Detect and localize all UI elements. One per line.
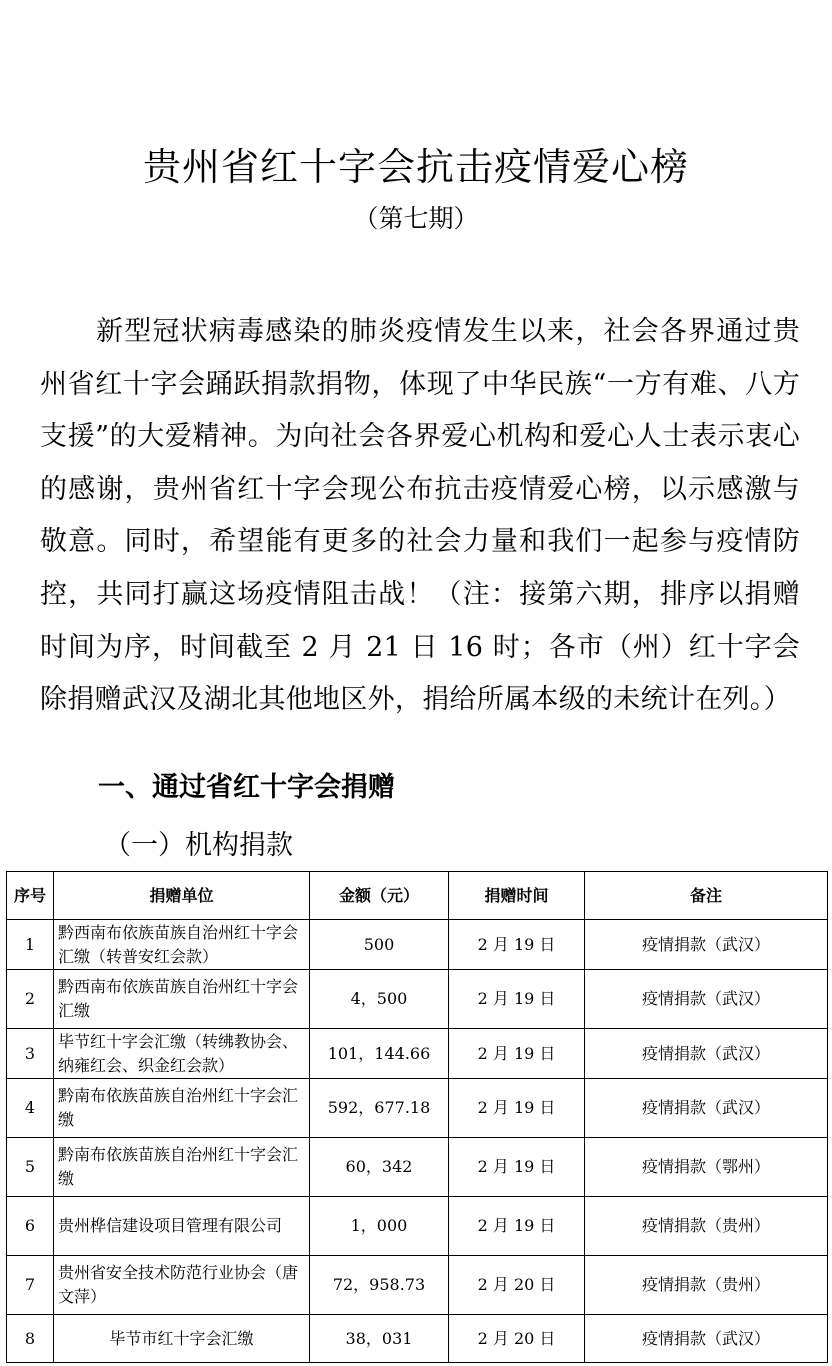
row-amount: 1，000 — [310, 1197, 449, 1256]
row-note: 疫情捐款（贵州） — [585, 1197, 828, 1256]
intro-paragraph: 新型冠状病毒感染的肺炎疫情发生以来，社会各界通过贵州省红十字会踊跃捐款捐物，体现了中华民族“一方有难、八方支援”的大爱精神。为向社会各界爱心机构和爱心人士表示衷心的感谢，贵州省红十字会现公布抗击疫情爱心榜，以示感激与敬意。同时，希望能有更多的社会力量和我们一起参与疫情防控，共同打赢这场疫情阻击战！（注：接第六期，排序以捐赠时间为序，时间截至 2 月 21 日 16 时；各市（州）红十字会除捐赠武汉及湖北其他地区外，捐给所属本级的未统计在列。） — [40, 316, 800, 716]
row-unit: 黔南布依族苗族自治州红十字会汇缴 — [54, 1138, 310, 1197]
row-unit: 毕节市红十字会汇缴 — [54, 1315, 310, 1363]
header-index: 序号 — [7, 872, 54, 920]
row-note: 疫情捐款（贵州） — [585, 1256, 828, 1315]
row-index: 6 — [7, 1197, 54, 1256]
row-amount: 60，342 — [310, 1138, 449, 1197]
row-index: 2 — [7, 970, 54, 1029]
row-amount: 500 — [310, 920, 449, 970]
row-date: 2 月 19 日 — [449, 920, 585, 970]
header-unit: 捐赠单位 — [54, 872, 310, 920]
table-header-row — [7, 872, 828, 920]
row-amount: 592，677.18 — [310, 1079, 449, 1138]
row-date: 2 月 19 日 — [449, 1138, 585, 1197]
row-unit: 贵州省安全技术防范行业协会（唐文萍） — [54, 1256, 310, 1315]
row-date: 2 月 19 日 — [449, 1079, 585, 1138]
row-amount: 101，144.66 — [310, 1029, 449, 1079]
row-index: 7 — [7, 1256, 54, 1315]
row-unit: 黔西南布依族苗族自治州红十字会汇缴 — [54, 970, 310, 1029]
row-amount: 72，958.73 — [310, 1256, 449, 1315]
row-index: 5 — [7, 1138, 54, 1197]
row-index: 8 — [7, 1315, 54, 1363]
row-note: 疫情捐款（武汉） — [585, 920, 828, 970]
table-row — [7, 1079, 828, 1138]
row-date: 2 月 19 日 — [449, 1197, 585, 1256]
section-heading: 一、通过省红十字会捐赠 — [98, 772, 395, 803]
donation-table — [6, 871, 828, 1363]
row-unit: 贵州桦信建设项目管理有限公司 — [54, 1197, 310, 1256]
table-row — [7, 920, 828, 970]
row-note: 疫情捐款（武汉） — [585, 1315, 828, 1363]
subsection-heading: （一）机构捐款 — [104, 830, 293, 861]
table-row — [7, 1029, 828, 1079]
table-row — [7, 1197, 828, 1256]
row-index: 1 — [7, 920, 54, 970]
row-unit: 黔西南布依族苗族自治州红十字会汇缴（转普安红会款） — [54, 920, 310, 970]
row-date: 2 月 19 日 — [449, 1029, 585, 1079]
row-unit: 毕节红十字会汇缴（转绋教协会、纳雍红会、织金红会款） — [54, 1029, 310, 1079]
row-amount: 4，500 — [310, 970, 449, 1029]
table-row — [7, 1138, 828, 1197]
issue-number: （第七期） — [353, 204, 479, 233]
row-index: 3 — [7, 1029, 54, 1079]
row-date: 2 月 20 日 — [449, 1315, 585, 1363]
table-row — [7, 1256, 828, 1315]
header-date: 捐赠时间 — [449, 872, 585, 920]
row-note: 疫情捐款（武汉） — [585, 970, 828, 1029]
header-amount: 金额（元） — [310, 872, 449, 920]
row-unit: 黔南布依族苗族自治州红十字会汇缴 — [54, 1079, 310, 1138]
row-note: 疫情捐款（鄂州） — [585, 1138, 828, 1197]
row-amount: 38，031 — [310, 1315, 449, 1363]
row-note: 疫情捐款（武汉） — [585, 1029, 828, 1079]
row-date: 2 月 20 日 — [449, 1256, 585, 1315]
row-note: 疫情捐款（武汉） — [585, 1079, 828, 1138]
header-note: 备注 — [585, 872, 828, 920]
table-row — [7, 1315, 828, 1363]
document-title: 贵州省红十字会抗击疫情爱心榜 — [142, 145, 689, 189]
table-row — [7, 970, 828, 1029]
row-date: 2 月 19 日 — [449, 970, 585, 1029]
row-index: 4 — [7, 1079, 54, 1138]
